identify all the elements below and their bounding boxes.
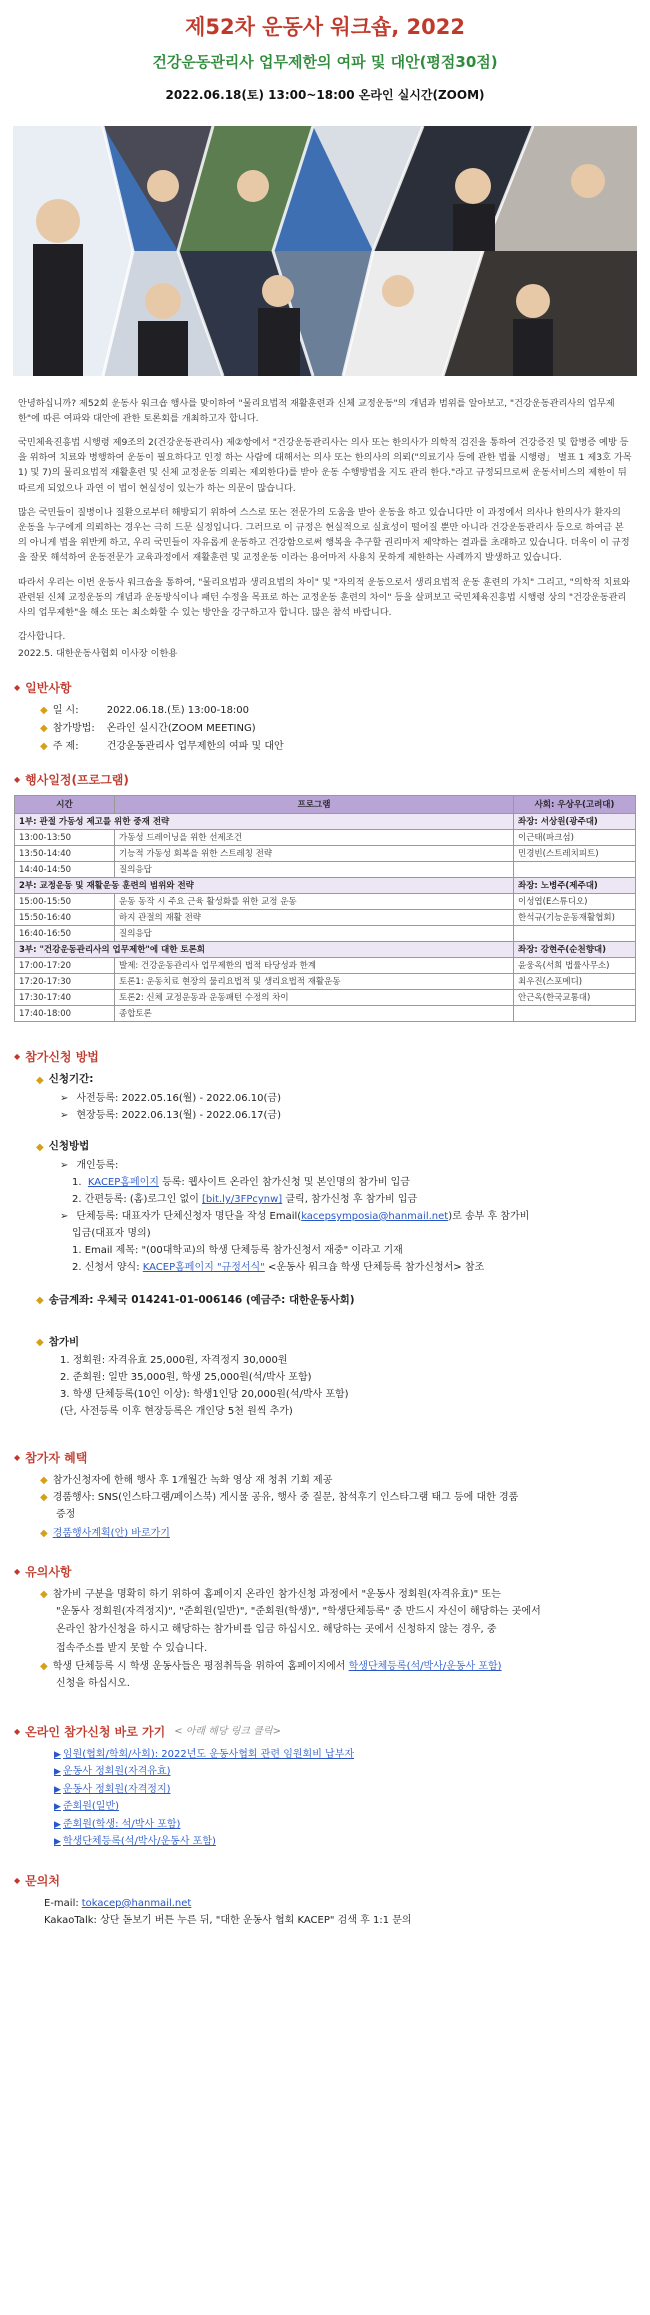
schedule-row	[15, 990, 636, 1006]
section-title: ◆ 유의사항	[14, 1564, 72, 1579]
apply-group-line2: 입금(대표자 명의)	[72, 1227, 151, 1239]
section-title: ◆ 온라인 참가신청 바로 가기 < 아래 해당 링크 클릭>	[14, 1724, 281, 1739]
apply-group-step-2: 2. 신청서 양식: KACEP홈페이지 "규정서식" <운동사 워크숍 학생 단체등록 참가신청서> 참조	[72, 1261, 485, 1273]
schedule-row	[15, 846, 636, 862]
header	[0, 0, 650, 104]
schedule-row	[15, 974, 636, 990]
student-group-link[interactable]: 학생단체등록(석/박사/운동사 포함)	[348, 1661, 502, 1673]
diamond-bullet-icon: ◆	[40, 1661, 48, 1673]
session-speaker: 최우진(스포메디)	[514, 974, 636, 990]
session-program: 가동성 드레이닝을 위한 선제조건	[115, 830, 514, 846]
page-title: 제52차 운동사 워크숍, 2022	[185, 15, 465, 39]
column-header: 프로그램	[115, 796, 514, 814]
part-chair: 좌장: 강현주(순천향대)	[514, 942, 636, 958]
intro-paragraph: 많은 국민들이 질병이나 질환으로부터 해방되기 위하여 스스로 또는 전문가의 도움을 받아 운동을 하고 있습니다만 이 과정에서 의사나 한의사가 환자의 운동을 누구에게 의뢰하는 경우는 극히 드문 실정입니다. 그러므로 이 규정은 현실적으로 실효성이 떨어질 뿐만 아니라 건강운동관리사 등으로 하여금 본의 아니게 법을 위반케 하고, 우리 국민들이 자유롭게 운동하고 건강함으로써 행복을 추구할 권리마저 제약하는 결과를 초래하고 있습니다. 더욱이 이 규정을 잘못 해석하여 운동전문가 교육과정에서 재활훈련 및 교정운동 이라는 용어마저 사용치 못하게 제한하는 사례까지 발생하고 있습니다.	[18, 506, 630, 564]
note-item: ◆ 참가비 구분을 명확히 하기 위하여 홈페이지 온라인 참가신청 과정에서 "운동사 정회원(자격유효)" 또는	[40, 1588, 501, 1600]
schedule-row	[15, 1006, 636, 1022]
fee-heading: ◆ 참가비	[36, 1335, 80, 1348]
general-section	[0, 663, 650, 754]
intro-paragraph: 안녕하십니까? 제52회 운동사 워크숍 행사를 맞이하여 "물리요법적 재활훈련과 신체 교정운동"의 개념과 범위를 알아보고, "건강운동관리사의 업무제한"에 따른 여파와 대안에 관한 토론회를 개최하고자 합니다.	[18, 397, 615, 424]
bullet-icon: ◆	[14, 1052, 21, 1062]
section-title: ◆ 참가신청 방법	[14, 1050, 99, 1065]
fee-note: (단, 사전등록 이후 현장등록은 개인당 5천 원씩 추가)	[60, 1406, 293, 1418]
diamond-bullet-icon: ◆	[36, 1141, 44, 1153]
section-title: ◆ 행사일정(프로그램)	[14, 773, 129, 788]
table-header-row	[15, 796, 636, 814]
section-title: ◆ 참가자 혜택	[14, 1451, 88, 1466]
apply-period-item: ➢ 현장등록: 2022.06.13(월) - 2022.06.17(금)	[60, 1110, 281, 1122]
fee-item: 1. 정회원: 자격유효 25,000원, 자격정지 30,000원	[60, 1355, 288, 1367]
online-link-associate-general[interactable]: ▶ 준회원(일반)	[54, 1801, 120, 1813]
group-email-link[interactable]: kacepsymposia@hanmail.net	[301, 1210, 449, 1222]
apply-period-item: ➢ 사전등록: 2022.05.16(월) - 2022.06.10(금)	[60, 1093, 281, 1105]
general-item-method: ◆ 참가방법: 온라인 실시간(ZOOM MEETING)	[40, 723, 256, 735]
session-speaker: 한석규(기능운동재활협회)	[514, 910, 636, 926]
form-download-link[interactable]: KACEP홈페이지 "규정서식"	[142, 1261, 265, 1273]
intro-paragraph: 따라서 우리는 이번 운동사 워크숍을 통하여, "물리요법과 생리요법의 차이" 및 "자의적 운동으로서 생리요법적 운동 훈련의 가치" 그리고, "의학적 치료와 관련된 신체 교정운동의 개념과 운동방식이나 패턴 수정을 목표로 하는 교정운동 훈련의 차이" 등을 살펴보고 국민체육진흥법 시행령 상의 "건강운동관리사의 업무제한"을 해소 또는 최소화할 수 있는 방안을 강구하고자 합니다. 많은 참석 바랍니다.	[18, 576, 631, 618]
session-time: 13:50-14:40	[15, 846, 115, 862]
diamond-bullet-icon: ◆	[40, 1527, 48, 1539]
diamond-bullet-icon: ◆	[36, 1337, 44, 1348]
session-speaker	[514, 862, 636, 878]
play-triangle-icon: ▶	[54, 1767, 61, 1778]
arrow-icon: ➢	[60, 1093, 69, 1105]
schedule-row	[15, 894, 636, 910]
online-link-officer[interactable]: ▶ 임원(협회/학회/사회): 2022년도 운동사협회 관련 임원회비 납부자	[54, 1748, 355, 1760]
play-triangle-icon: ▶	[54, 1837, 61, 1848]
note-item-cont: "운동사 정회원(자격정지)", "준회원(일반)", "준회원(학생)", "학생단체등록" 중 반드시 자신이 해당하는 곳에서	[56, 1605, 541, 1617]
part-title: 1부: 관절 가동성 제고를 위한 중재 전략	[15, 814, 514, 830]
session-time: 17:20-17:30	[15, 974, 115, 990]
play-triangle-icon: ▶	[54, 1784, 61, 1795]
play-triangle-icon: ▶	[54, 1749, 61, 1760]
play-triangle-icon: ▶	[54, 1819, 61, 1830]
session-speaker	[514, 1006, 636, 1022]
session-time: 15:00-15:50	[15, 894, 115, 910]
benefit-item: ◆ 경품행사: SNS(인스타그램/페이스북) 게시물 공유, 행사 중 질문, 참석후기 인스타그램 태그 등에 대한 경품	[40, 1492, 519, 1504]
general-item-topic: ◆ 주 제: 건강운동관리사 업무제한의 여파 및 대안	[40, 741, 284, 753]
notes-section	[0, 1543, 650, 1693]
diamond-bullet-icon: ◆	[36, 1074, 44, 1086]
benefit-item-cont: 증정	[56, 1509, 76, 1521]
contact-kakao: KakaoTalk: 상단 돋보기 버튼 누른 뒤, "대한 운동사 협회 KACEP" 검색 후 1:1 문의	[44, 1914, 412, 1926]
session-program: 질의응답	[115, 926, 514, 942]
apply-personal-option-1: 1. KACEP홈페이지 등록: 웹사이트 온라인 참가신청 및 본인명의 참가비 입금	[72, 1176, 410, 1188]
part-chair: 좌장: 서상원(광주대)	[514, 814, 636, 830]
apply-group-step-1: 1. Email 제목: "(00대학교)의 학생 단체등록 참가신청서 재중" 이라고 기재	[72, 1244, 403, 1256]
apply-personal-heading: ➢ 개인등록:	[60, 1159, 119, 1171]
general-item-date: ◆ 일 시: 2022.06.18.(토) 13:00-18:00	[40, 705, 250, 717]
diamond-bullet-icon: ◆	[40, 705, 48, 717]
arrow-icon: ➢	[60, 1210, 69, 1222]
session-program: 토론1: 운동치료 현장의 물리요법적 및 생리요법적 재활운동	[115, 974, 514, 990]
intro-thanks: 감사합니다.	[18, 631, 66, 643]
section-title: ◆ 일반사항	[14, 681, 72, 696]
schedule-row	[15, 910, 636, 926]
column-header: 시간	[15, 796, 115, 814]
intro-section	[0, 376, 650, 662]
session-time: 13:00-13:50	[15, 830, 115, 846]
online-link-regular-valid[interactable]: ▶ 운동사 정회원(자격유효)	[54, 1766, 171, 1778]
session-program: 질의응답	[115, 862, 514, 878]
session-program: 발제: 건강운동관리사 업무제한의 법적 타당성과 한계	[115, 958, 514, 974]
online-section	[0, 1695, 650, 1850]
diamond-bullet-icon: ◆	[36, 1295, 44, 1307]
schedule-part-row	[15, 814, 636, 830]
short-url-link[interactable]: [bit.ly/3FPcynw]	[202, 1193, 283, 1205]
speaker-photo-banner	[13, 126, 637, 376]
session-program: 하지 관절의 재활 전략	[115, 910, 514, 926]
session-time: 17:00-17:20	[15, 958, 115, 974]
bullet-icon: ◆	[14, 775, 21, 785]
note-item-cont: 신청을 하십시오.	[56, 1678, 130, 1690]
apply-group-item: ➢ 단체등록: 대표자가 단체신청자 명단을 작성 Email(kacepsymposia@hanmail.net)로 송부 후 참가비	[60, 1210, 530, 1222]
bullet-icon: ◆	[14, 1875, 21, 1885]
note-item-cont: 접속주소를 받지 못할 수 있습니다.	[56, 1642, 208, 1654]
part-title: 3부: "건강운동관리사의 업무제한"에 대한 토론회	[15, 942, 514, 958]
event-date: 2022.06.18(토) 13:00~18:00 온라인 실시간(ZOOM)	[165, 87, 485, 102]
column-header: 사회: 우상우(고려대)	[514, 796, 636, 814]
bullet-icon: ◆	[14, 1453, 21, 1463]
session-program: 운동 동작 시 주요 근육 활성화를 위한 교정 운동	[115, 894, 514, 910]
diamond-bullet-icon: ◆	[40, 1492, 48, 1504]
part-title: 2부: 교정운동 및 재활운동 훈련의 범위와 전략	[15, 878, 514, 894]
fee-item: 3. 학생 단체등록(10인 이상): 학생1인당 20,000원(석/박사 포함)	[60, 1389, 349, 1401]
online-link-regular-suspended[interactable]: ▶ 운동사 정회원(자격정지)	[54, 1783, 171, 1795]
bank-account: ◆ 송금계좌: 우체국 014241-01-006146 (예금주: 대한운동사회)	[36, 1293, 355, 1307]
note-item-cont: 온라인 참가신청을 하시고 해당하는 참가비를 입금 하십시오. 해당하는 곳에서 신청하지 않는 경우, 중	[56, 1624, 497, 1636]
session-time: 15:50-16:40	[15, 910, 115, 926]
contact-section	[0, 1852, 650, 1928]
diamond-bullet-icon: ◆	[40, 1588, 48, 1600]
schedule-part-row	[15, 878, 636, 894]
bullet-icon: ◆	[14, 683, 21, 693]
diamond-bullet-icon: ◆	[40, 1475, 48, 1487]
kacep-homepage-link[interactable]: KACEP홈페이지	[87, 1176, 159, 1188]
apply-period-heading: ◆ 신청기간:	[36, 1073, 94, 1086]
bullet-icon: ◆	[14, 1726, 21, 1736]
page-subtitle: 건강운동관리사 업무제한의 여파 및 대안(평점30점)	[152, 53, 498, 72]
apply-personal-option-2: 2. 간편등록: (홈)로그인 없이 [bit.ly/3FPcynw] 클릭, 참가신청 후 참가비 입금	[72, 1193, 418, 1205]
benefits-section	[0, 1421, 650, 1541]
online-link-student-group[interactable]: ▶ 학생단체등록(석/박사/운동사 포함)	[54, 1836, 216, 1848]
session-time: 17:40-18:00	[15, 1006, 115, 1022]
diamond-bullet-icon: ◆	[40, 741, 48, 753]
schedule-row	[15, 958, 636, 974]
prize-plan-link[interactable]: 경품행사계획(안) 바로가기	[52, 1527, 170, 1539]
session-speaker: 이근태(파크섬)	[514, 830, 636, 846]
session-time: 16:40-16:50	[15, 926, 115, 942]
schedule-row	[15, 830, 636, 846]
section-title: ◆ 문의처	[14, 1873, 60, 1888]
part-chair: 좌장: 노병주(제주대)	[514, 878, 636, 894]
benefit-item: ◆ 참가신청자에 한해 행사 후 1개월간 녹화 영상 재 청취 기회 제공	[40, 1475, 333, 1487]
speaker-collage-image	[13, 126, 637, 376]
note-item: ◆ 학생 단체등록 시 학생 운동사들은 평점취득을 위하여 홈페이지에서 학생단체등록(석/박사/운동사 포함)	[40, 1661, 502, 1673]
session-time: 14:40-14:50	[15, 862, 115, 878]
intro-paragraph: 국민체육진흥법 시행령 제9조의 2(건강운동관리사) 제②항에서 "건강운동관리사는 의사 또는 한의사가 의학적 검진을 통하여 건강증진 및 합병증 예방 등을 위하여 치료와 병행하여 운동이 필요하다고 인정 하는 사람에 대해서는 의사 또는 한의사의 의뢰("의료기사 등에 관한 법률 시행령」 별표 1 제3호 가목1) 및 7)의 물리요법적 재활훈련 및 신체 교정운동 의뢰는 제외한다)를 받아 운동 수행방법을 지도 관리 한다."라고 규정되므로써 운동서비스의 제한이 뒤따르게 되었으나 과연 이 법이 현실성이 있는가 하는 의문이 많습니다.	[18, 437, 632, 494]
online-hint: < 아래 해당 링크 클릭>	[174, 1726, 281, 1738]
online-link-list	[14, 1747, 636, 1850]
schedule-section	[0, 757, 650, 1022]
schedule-row	[15, 862, 636, 878]
apply-section	[0, 1022, 650, 1419]
contact-email: E-mail: tokacep@hanmail.net	[44, 1897, 192, 1909]
contact-email-link[interactable]: tokacep@hanmail.net	[81, 1897, 192, 1909]
session-program: 토론2: 신체 교정운동과 운동패턴 수정의 차이	[115, 990, 514, 1006]
schedule-table	[14, 795, 636, 1022]
intro-signature: 2022.5. 대한운동사협회 이사장 이한용	[18, 648, 178, 660]
session-speaker: 안근옥(한국교통대)	[514, 990, 636, 1006]
schedule-part-row	[15, 942, 636, 958]
session-speaker: 민경빈(스트레치피트)	[514, 846, 636, 862]
session-speaker: 윤웅옥(서희 법률사무소)	[514, 958, 636, 974]
session-speaker	[514, 926, 636, 942]
benefit-link-item	[40, 1526, 636, 1541]
session-program: 종합토론	[115, 1006, 514, 1022]
schedule-row	[15, 926, 636, 942]
play-triangle-icon: ▶	[54, 1802, 61, 1813]
fee-item: 2. 준회원: 일반 35,000원, 학생 25,000원(석/박사 포함)	[60, 1372, 312, 1384]
apply-method-heading: ◆ 신청방법	[36, 1140, 90, 1153]
session-speaker: 이성엽(E스튜디오)	[514, 894, 636, 910]
bullet-icon: ◆	[14, 1566, 21, 1576]
session-program: 기능적 가동성 회복을 위한 스트레칭 전략	[115, 846, 514, 862]
diamond-bullet-icon: ◆	[40, 723, 48, 735]
arrow-icon: ➢	[60, 1110, 69, 1122]
online-link-associate-student[interactable]: ▶ 준회원(학생: 석/박사 포함)	[54, 1818, 181, 1830]
session-time: 17:30-17:40	[15, 990, 115, 1006]
arrow-icon: ➢	[60, 1159, 69, 1171]
